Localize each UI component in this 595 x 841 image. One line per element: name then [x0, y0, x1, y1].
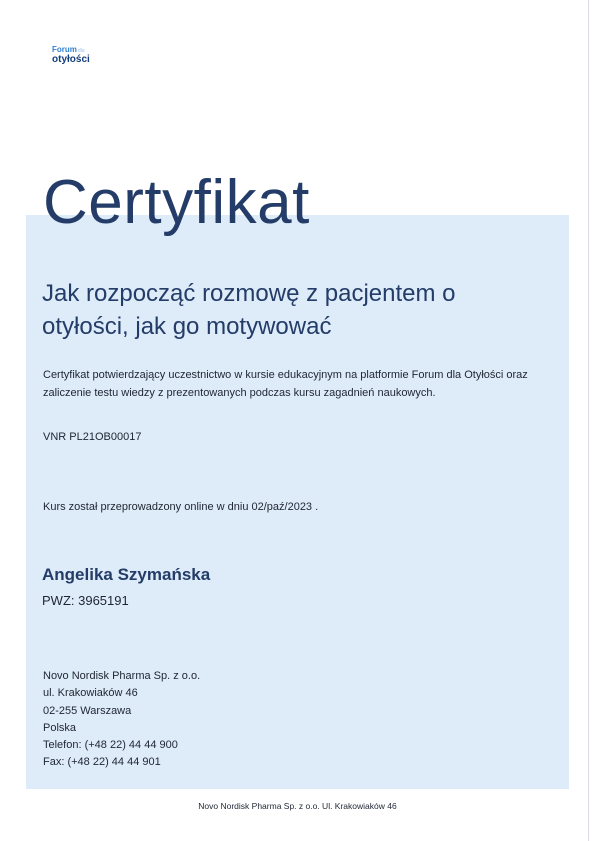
company-city: 02-255 Warszawa	[43, 704, 132, 717]
page-edge-line	[588, 0, 589, 841]
course-date-statement: Kurs został przeprowadzony online w dniu 02/paź/2023 .	[43, 501, 319, 513]
company-street: ul. Krakowiaków 46	[43, 687, 138, 700]
company-address-block	[43, 668, 200, 772]
logo-dla-text: dla	[77, 48, 85, 54]
company-fax: Fax: (+48 22) 44 44 901	[43, 756, 161, 769]
company-name: Novo Nordisk Pharma Sp. z o.o.	[43, 670, 201, 682]
certificate-title: Certyfikat	[43, 168, 310, 237]
participant-pwz: PWZ: 3965191	[42, 593, 129, 608]
company-country: Polska	[43, 721, 77, 734]
forum-otylosci-logo	[52, 46, 112, 65]
company-phone: Telefon: (+48 22) 44 44 900	[43, 739, 178, 752]
course-title: Jak rozpocząć rozmowę z pacjentem o otyłości, jak go motywować	[42, 280, 456, 340]
logo-line-otylosci: otyłości	[52, 54, 90, 65]
logo-line-forum	[52, 46, 112, 54]
logo-forum-text: Forum	[52, 45, 77, 54]
vnr-code: VNR PL21OB00017	[43, 431, 142, 443]
page-footer: Novo Nordisk Pharma Sp. z o.o. Ul. Krakowiaków 46	[198, 801, 397, 811]
certificate-description: Certyfikat potwierdzający uczestnictwo w kursie edukacyjnym na platformie Forum dla Otyłości oraz zaliczenie testu wiedzy z prezentowanych podczas kursu zagadnień naukowych.	[43, 369, 528, 399]
participant-name: Angelika Szymańska	[42, 565, 211, 584]
